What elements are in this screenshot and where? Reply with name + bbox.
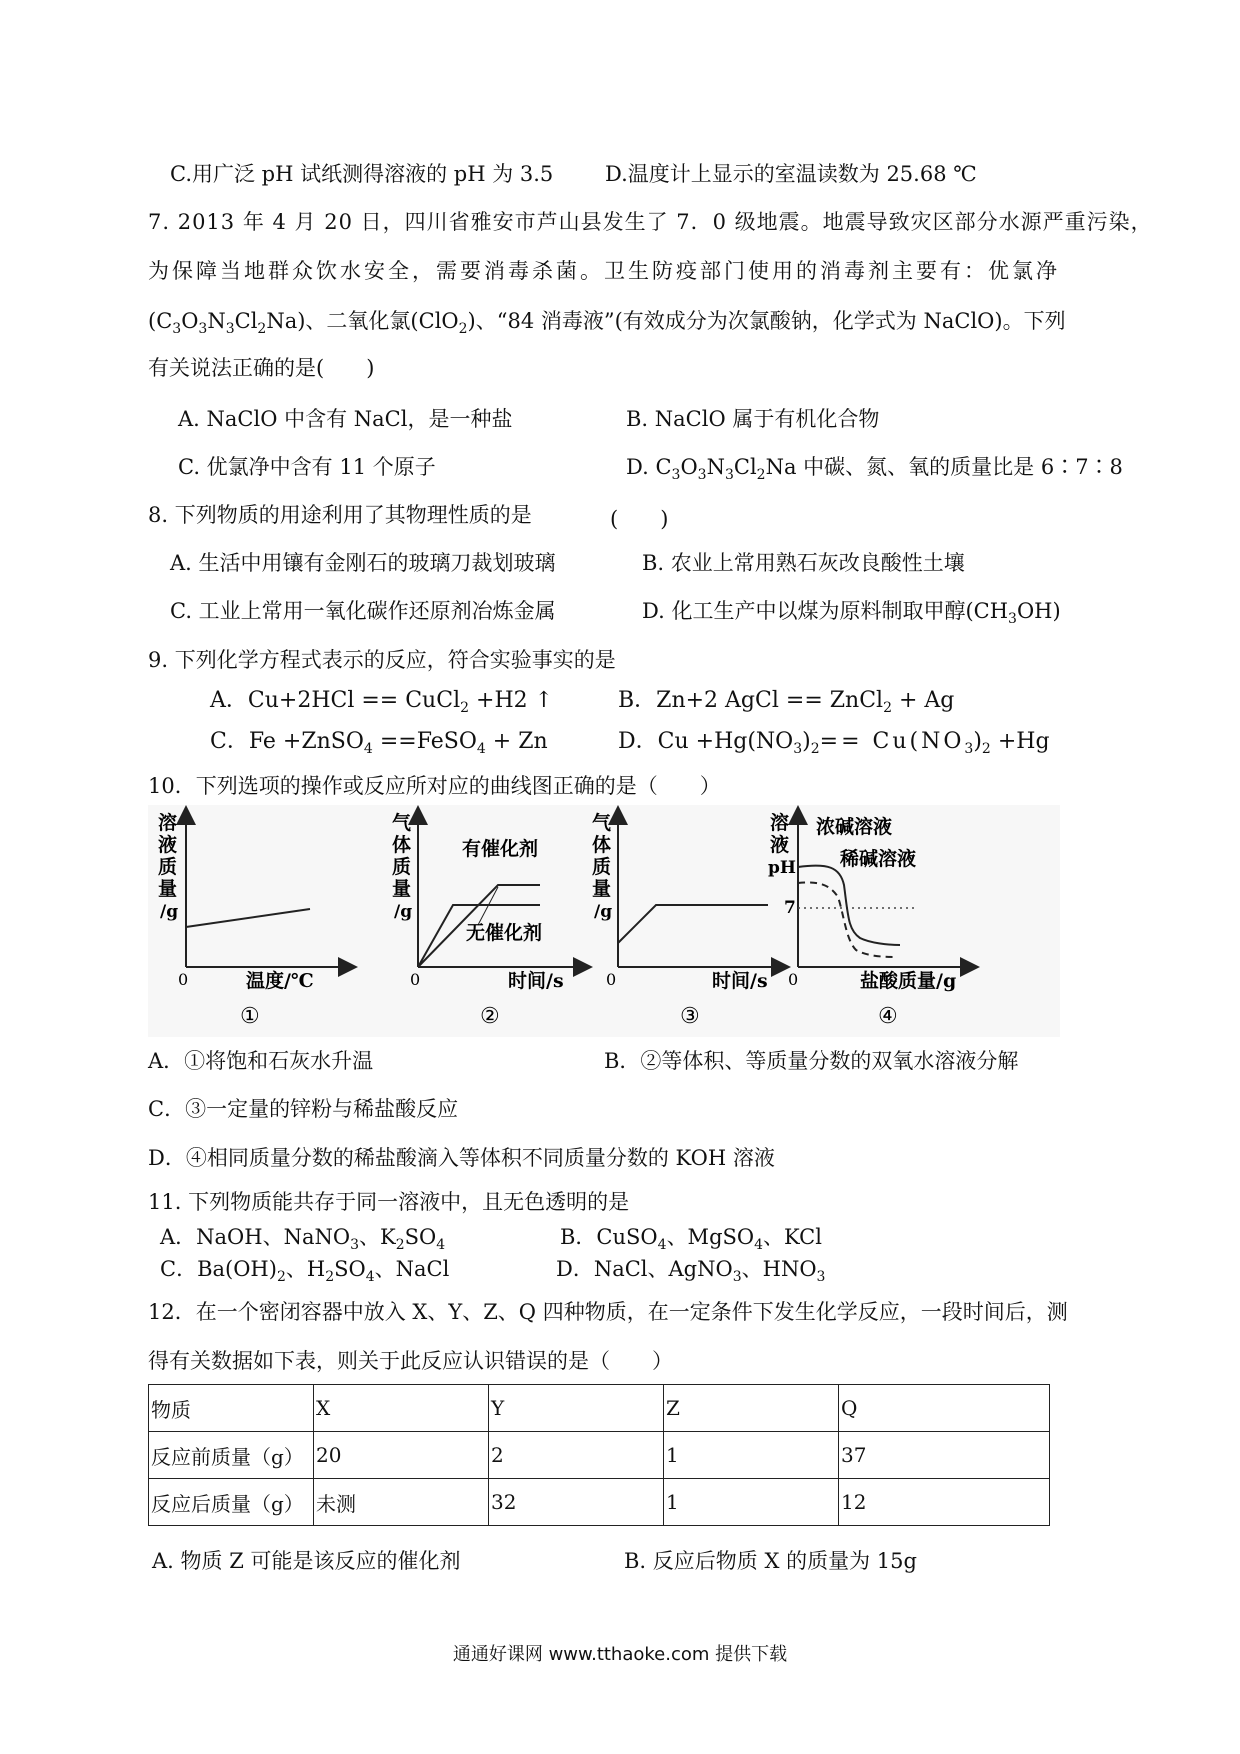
- q11b-part: B．CuSO: [560, 1225, 658, 1249]
- q10-graphs: [148, 805, 1060, 1037]
- q10-option-d: D．④相同质量分数的稀盐酸滴入等体积不同质量分数的 KOH 溶液: [148, 1146, 775, 1170]
- q11-option-b: [560, 1222, 822, 1255]
- graph4-xlabel: 盐酸质量/g: [860, 970, 957, 992]
- q7-stem-line2: 为保障当地群众饮水安全，需要消毒杀菌。卫生防疫部门使用的消毒剂主要有：优氯净: [148, 259, 1060, 283]
- graph3-number: ③: [680, 1004, 700, 1029]
- q9c-sub: 4: [363, 741, 373, 757]
- q7d-part: N: [706, 455, 725, 479]
- q10-stem: 10．下列选项的操作或反应所对应的曲线图正确的是（ ）: [148, 774, 721, 798]
- graph1-number: ①: [240, 1004, 260, 1029]
- graph3-origin: 0: [606, 970, 617, 989]
- q7-stem-line4: 有关说法正确的是( ): [148, 356, 375, 380]
- graph4-ylabel-3: pH: [768, 858, 796, 878]
- q9d-sub: 3: [793, 741, 803, 757]
- graph4-number: ④: [878, 1004, 898, 1029]
- q9d-part: D．Cu +Hg(NO: [618, 729, 794, 754]
- q7d-sub: 3: [671, 467, 681, 483]
- q12-stem-line2: 得有关数据如下表，则关于此反应认识错误的是（ ）: [148, 1349, 673, 1373]
- q11a-sub: 2: [395, 1237, 405, 1253]
- graph3-xlabel: 时间/s: [712, 970, 768, 992]
- q8-option-b: B. 农业上常用熟石灰改良酸性土壤: [642, 551, 965, 575]
- graph1-origin: 0: [178, 970, 189, 989]
- graph2-ylabel-2: 体: [392, 834, 412, 856]
- q9a-part: +H2 ↑: [469, 688, 554, 713]
- q11a-part: SO: [404, 1225, 437, 1249]
- q7d-part: Na 中碳、氮、氧的质量比是 6∶7∶8: [765, 455, 1123, 479]
- q7d-sub: 3: [697, 467, 707, 483]
- graph2-label-catalyst: 有催化剂: [462, 838, 539, 860]
- q9d-part: ): [802, 729, 811, 754]
- graph3-ylabel-3: 质: [592, 856, 612, 878]
- graph1-ylabel-5: /g: [160, 902, 179, 922]
- q11c-sub: 2: [276, 1269, 286, 1285]
- q9-option-a: [210, 686, 553, 718]
- q7-option-b: B. NaClO 属于有机化合物: [626, 407, 880, 431]
- q9d-part: +Hg: [990, 729, 1050, 754]
- q7-formula-part: )、“84 消毒液”(有效成分为次氯酸钠，化学式为 NaClO)。下列: [467, 309, 1066, 333]
- table-cell: 1: [664, 1479, 839, 1526]
- q9a-sub: 2: [460, 700, 470, 716]
- q9d-sub: 2: [981, 741, 991, 757]
- q8-option-c: C. 工业上常用一氧化碳作还原剂冶炼金属: [170, 599, 556, 623]
- q9b-part: B．Zn+2 AgCl == ZnCl: [618, 688, 884, 713]
- graph4-label-dilute: 稀碱溶液: [840, 848, 917, 870]
- graph1-ylabel-1: 溶: [158, 812, 178, 834]
- q8d-sub: 3: [1008, 611, 1017, 627]
- graph2-ylabel-4: 量: [392, 878, 412, 900]
- q7-option-c: C. 优氯净中含有 11 个原子: [178, 455, 436, 479]
- q10-option-a: A．①将饱和石灰水升温: [148, 1049, 374, 1073]
- q7-sub: 2: [257, 321, 267, 337]
- graph3-ylabel-5: /g: [594, 902, 613, 922]
- q9b-part: + Ag: [892, 688, 955, 713]
- table-row: [149, 1479, 1050, 1526]
- q7-stem-line3: [148, 306, 1066, 339]
- q7-option-a: A. NaClO 中含有 NaCl，是一种盐: [178, 407, 513, 431]
- q11d-sub: 3: [732, 1269, 742, 1285]
- q11c-part: 、NaCl: [374, 1257, 450, 1281]
- q11b-part: 、KCl: [763, 1225, 822, 1249]
- graph2-ylabel-5: /g: [394, 902, 413, 922]
- q11d-part: 、HNO: [741, 1257, 817, 1281]
- q7-option-d: [626, 452, 1123, 485]
- q9d-sub: 2: [810, 741, 820, 757]
- q7-formula-part: Cl: [234, 309, 258, 333]
- q9d-sub: 3: [964, 741, 974, 757]
- q11c-part: SO: [334, 1257, 366, 1281]
- q7-sub: 3: [172, 321, 182, 337]
- q10-option-c: C．③一定量的锌粉与稀盐酸反应: [148, 1097, 459, 1121]
- table-cell: 32: [489, 1479, 664, 1526]
- q7d-sub: 2: [756, 467, 766, 483]
- q7-sub: 2: [458, 321, 468, 337]
- q11b-sub: 4: [754, 1237, 764, 1253]
- graph4-ylabel-1: 溶: [770, 812, 790, 834]
- graph2-origin: 0: [410, 970, 421, 989]
- q8-stem: 8. 下列物质的用途利用了其物理性质的是: [148, 503, 532, 527]
- graph3-ylabel-1: 气: [592, 812, 612, 834]
- graph4-label-concentrated: 浓碱溶液: [816, 816, 893, 838]
- q11c-part: C．Ba(OH): [160, 1257, 277, 1281]
- table-cell: 1: [664, 1432, 839, 1479]
- q11a-sub: 3: [350, 1237, 359, 1253]
- table-cell: 37: [839, 1432, 1050, 1479]
- q7-formula-part: Na)、二氧化氯(ClO: [266, 309, 459, 333]
- q11a-sub: 4: [436, 1237, 446, 1253]
- q8-answer-paren: ( ): [610, 507, 669, 531]
- q11a-part: 、K: [359, 1225, 396, 1249]
- q7-formula-part: O: [181, 309, 199, 333]
- q11b-sub: 4: [657, 1237, 667, 1253]
- graph4-seven: 7: [784, 898, 796, 918]
- q9d-part: == Cu(NO: [819, 729, 965, 754]
- q7d-part: O: [680, 455, 698, 479]
- q10-graphs-svg: [148, 805, 1060, 1037]
- q9-option-d: [618, 727, 1050, 759]
- q11c-sub: 4: [365, 1269, 375, 1285]
- q11a-part: A．NaOH、NaNO: [160, 1225, 351, 1249]
- table-cell: Y: [489, 1385, 664, 1432]
- q7-formula-part: (C: [148, 309, 173, 333]
- graph4-origin: 0: [788, 970, 799, 989]
- graph3-ylabel-2: 体: [592, 834, 612, 856]
- q11d-part: D．NaCl、AgNO: [556, 1257, 733, 1281]
- graph1-ylabel-3: 质: [158, 856, 178, 878]
- table-cell: 物质: [149, 1385, 314, 1432]
- q9d-part: ): [973, 729, 982, 754]
- q11d-sub: 3: [816, 1269, 826, 1285]
- graph3-ylabel-4: 量: [592, 878, 612, 900]
- q12-option-b: B. 反应后物质 X 的质量为 15g: [624, 1549, 917, 1573]
- graph1-ylabel-2: 液: [158, 834, 178, 856]
- table-cell: 反应前质量（g）: [149, 1432, 314, 1479]
- q11b-part: 、MgSO: [666, 1225, 755, 1249]
- q9c-part: + Zn: [485, 729, 548, 754]
- table-cell: 反应后质量（g）: [149, 1479, 314, 1526]
- table-cell: 20: [314, 1432, 489, 1479]
- q9b-sub: 2: [883, 700, 892, 716]
- q6-option-d: D.温度计上显示的室温读数为 25.68 ℃: [605, 162, 977, 186]
- q7-sub: 3: [198, 321, 208, 337]
- table-row: [149, 1432, 1050, 1479]
- q7d-part: D. C: [626, 455, 672, 479]
- table-cell: X: [314, 1385, 489, 1432]
- graph4-ylabel-2: 液: [770, 834, 790, 856]
- q12-data-table: [148, 1384, 1050, 1526]
- q9-option-c: [210, 727, 548, 759]
- graph2-number: ②: [480, 1004, 500, 1029]
- q9c-sub: 4: [476, 741, 486, 757]
- q9-stem: 9. 下列化学方程式表示的反应，符合实验事实的是: [148, 648, 616, 672]
- table-cell: Z: [664, 1385, 839, 1432]
- q11-option-a: [160, 1222, 445, 1255]
- q9a-part: A．Cu+2HCl == CuCl: [210, 688, 461, 713]
- table-header-row: [149, 1385, 1050, 1432]
- q11-option-c: [160, 1254, 449, 1287]
- q6-option-c: C.用广泛 pH 试纸测得溶液的 pH 为 3.5: [170, 162, 554, 186]
- q9c-part: C．Fe +ZnSO: [210, 729, 364, 754]
- q8-option-d: [642, 596, 1061, 629]
- q12-option-a: A. 物质 Z 可能是该反应的催化剂: [152, 1549, 461, 1573]
- table-cell: Q: [839, 1385, 1050, 1432]
- graph2-ylabel-1: 气: [392, 812, 412, 834]
- q7-stem-line1: 7. 2013 年 4 月 20 日，四川省雅安市芦山县发生了 7．0 级地震。地震导致灾区部分水源严重污染，: [148, 210, 1153, 234]
- q7-formula-part: N: [207, 309, 226, 333]
- q11c-sub: 2: [325, 1269, 335, 1285]
- q8d-part: OH): [1016, 599, 1061, 623]
- q8d-part: D. 化工生产中以煤为原料制取甲醇(CH: [642, 599, 1009, 623]
- table-cell: 2: [489, 1432, 664, 1479]
- q7d-part: Cl: [733, 455, 757, 479]
- q11c-part: 、H: [285, 1257, 326, 1281]
- q7-sub: 3: [225, 321, 235, 337]
- table-cell: 12: [839, 1479, 1050, 1526]
- q9-option-b: [618, 686, 954, 718]
- q12-stem-line1: 12．在一个密闭容器中放入 X、Y、Z、Q 四种物质，在一定条件下发生化学反应，一段时间后，测: [148, 1300, 1068, 1324]
- q11-option-d: [556, 1254, 825, 1287]
- graph2-ylabel-3: 质: [392, 856, 412, 878]
- graph2-xlabel: 时间/s: [508, 970, 564, 992]
- q11-stem: 11. 下列物质能共存于同一溶液中，且无色透明的是: [148, 1190, 630, 1214]
- graph1-xlabel: 温度/℃: [246, 970, 314, 992]
- table-cell: 未测: [314, 1479, 489, 1526]
- graph1-ylabel-4: 量: [158, 878, 178, 900]
- q7d-sub: 3: [724, 467, 734, 483]
- q9c-part: ==FeSO: [372, 729, 477, 754]
- q8-option-a: A. 生活中用镶有金刚石的玻璃刀裁划玻璃: [170, 551, 556, 575]
- page-footer: 通通好课网 www.tthaoke.com 提供下载: [452, 1644, 788, 1665]
- q10-option-b: B．②等体积、等质量分数的双氧水溶液分解: [604, 1049, 1019, 1073]
- graph2-label-nocatalyst: 无催化剂: [466, 922, 543, 944]
